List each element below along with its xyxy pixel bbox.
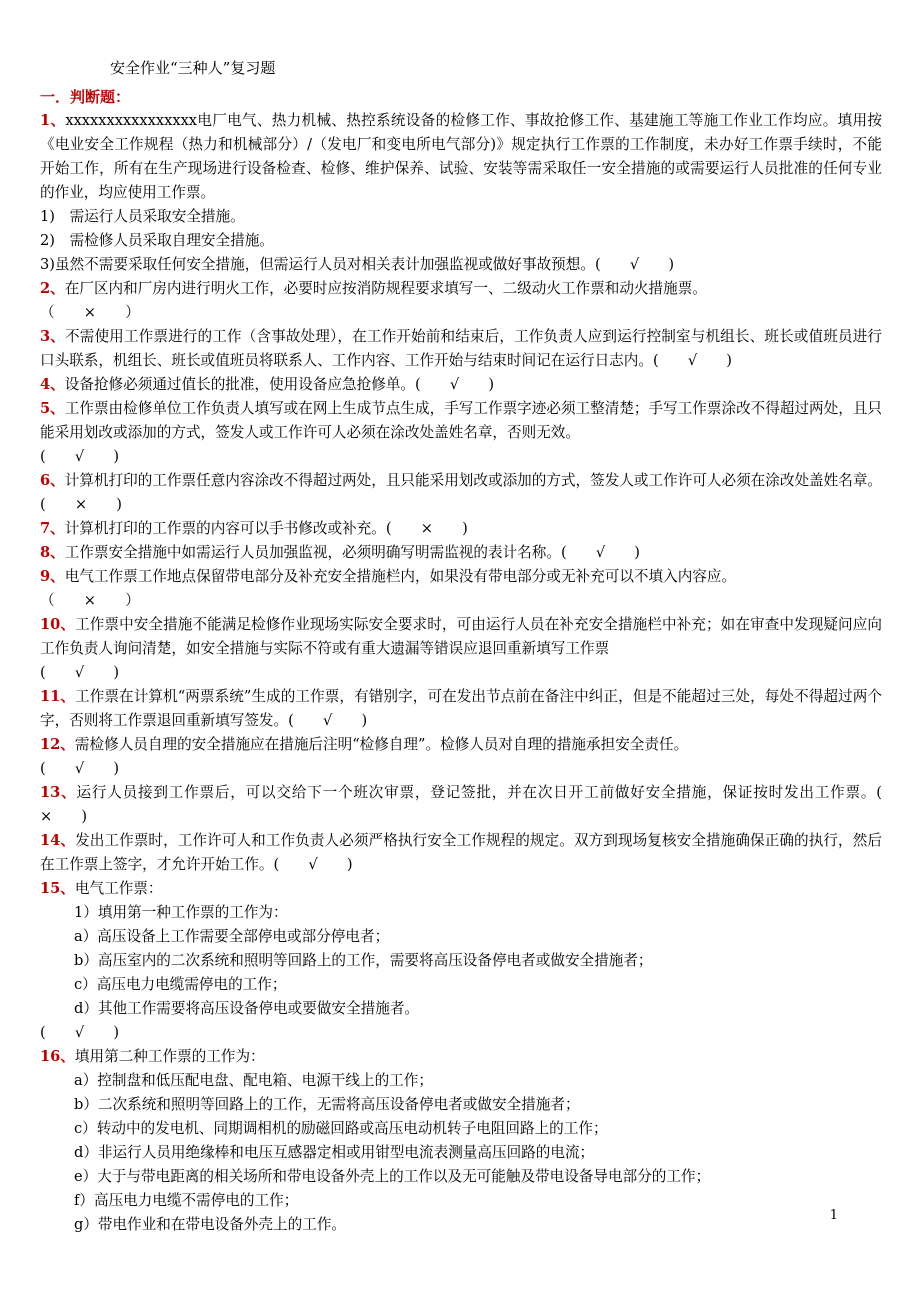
document-page — [40, 56, 912, 1237]
question-text: f）高压电力电缆不需停电的工作； — [74, 1192, 299, 1209]
page-number: 1 — [829, 1208, 838, 1223]
question-text: a）高压设备上工作需要全部停电或部分停电者； — [74, 928, 390, 945]
question-text: d）其他工作需要将高压设备停电或要做安全措施者。 — [74, 1000, 420, 1017]
question-text: ( √ ) — [40, 760, 120, 777]
question-line — [40, 301, 882, 325]
question-text: xxxxxxxxxxxxxxxx电厂电气、热力机械、热控系统设备的检修工作、事故抢修工作、基建施工等施工作业工作均应。填用按《电业安全工作规程（热力和机械部分）/（发电厂和变电所电气部分)》规定执行工作票的工作制度，未办好工作票手续时，不能开始工作，所有在生产现场进行设备检查、检修、维护保养、试验、安装等需采取任一安全措施的或需要运行人员批准的任何专业的作业，均应使用工作票。 — [40, 112, 882, 201]
question-text: b）二次系统和照明等回路上的工作，无需将高压设备停电者或做安全措施者； — [74, 1096, 580, 1113]
question-number: 9、 — [40, 568, 65, 585]
question-line — [40, 565, 882, 589]
question-line — [40, 877, 882, 901]
question-number: 15、 — [40, 880, 75, 897]
question-line — [40, 469, 882, 517]
question-text: b）高压室内的二次系统和照明等回路上的工作，需要将高压设备停电者或做安全措施者； — [74, 952, 653, 969]
question-text: c）高压电力电缆需停电的工作； — [74, 976, 287, 993]
question-number: 3、 — [40, 328, 66, 345]
question-text: ( √ ) — [40, 664, 120, 681]
question-text: ( √ ) — [40, 448, 120, 465]
question-line — [40, 1141, 882, 1165]
section-heading: 一．判断题： — [40, 88, 131, 106]
question-list — [40, 109, 912, 1237]
question-text: （ × ） — [40, 304, 140, 321]
question-line — [40, 277, 882, 301]
question-line — [40, 829, 882, 877]
question-line — [40, 1165, 882, 1189]
question-line — [40, 229, 882, 253]
question-number: 14、 — [40, 832, 76, 849]
question-line — [40, 253, 882, 277]
question-line — [40, 949, 882, 973]
question-text: （ × ） — [40, 592, 140, 609]
question-line — [40, 205, 882, 229]
question-line — [40, 733, 882, 757]
question-line — [40, 517, 882, 541]
question-line — [40, 589, 882, 613]
question-line — [40, 757, 882, 781]
question-line — [40, 1093, 882, 1117]
question-number: 11、 — [40, 688, 76, 705]
question-text: 工作票中安全措施不能满足检修作业现场实际安全要求时，可由运行人员在补充安全措施栏中补充；如在审查中发现疑问应向工作负责人询问清楚，如安全措施与实际不符或有重大遗漏等错误应退回重新填写工作票 — [40, 616, 882, 657]
question-line — [40, 925, 882, 949]
question-line — [40, 1213, 882, 1237]
question-line — [40, 613, 882, 661]
question-number: 1、 — [40, 112, 66, 129]
question-text: 电气工作票： — [74, 880, 163, 897]
question-number: 13、 — [40, 784, 77, 801]
question-number: 7、 — [40, 520, 65, 537]
question-number: 10、 — [40, 616, 76, 633]
question-text: 运行人员接到工作票后，可以交给下一个班次审票，登记签批，并在次日开工前做好安全措施，保证按时发出工作票。( × ) — [40, 784, 912, 825]
question-line — [40, 1069, 882, 1093]
question-text: 计算机打印的工作票的内容可以手书修改或补充。( × ) — [64, 520, 468, 537]
question-text: 1) 需运行人员采取安全措施。 — [40, 208, 245, 225]
question-text: 发出工作票时，工作许可人和工作负责人必须严格执行安全工作规程的规定。双方到现场复核安全措施确保正确的执行，然后在工作票上签字，才允许开始工作。( √ ) — [40, 832, 882, 873]
question-text: 3)虽然不需要采取任何安全措施，但需运行人员对相关表计加强监视或做好事故预想。( √ ) — [40, 256, 675, 273]
question-line — [40, 661, 882, 685]
question-line — [40, 373, 882, 397]
question-text: 填用第二种工作票的工作为： — [74, 1048, 265, 1065]
question-line — [40, 1045, 882, 1069]
question-line — [40, 1021, 882, 1045]
question-line — [40, 325, 882, 373]
question-number: 8、 — [40, 544, 65, 561]
question-text: 工作票在计算机“两票系统”生成的工作票，有错别字，可在发出节点前在备注中纠正，但是不能超过三处，每处不得超过两个字，否则将工作票退回重新填写签发。( √ ) — [40, 688, 882, 729]
question-text: g）带电作业和在带电设备外壳上的工作。 — [74, 1216, 347, 1233]
question-number: 12、 — [40, 736, 75, 753]
question-line — [40, 1117, 882, 1141]
question-text: ( √ ) — [40, 1024, 120, 1041]
question-text: 计算机打印的工作票任意内容涂改不得超过两处，且只能采用划改或添加的方式，签发人或工作许可人必须在涂改处盖姓名章。( × ) — [40, 472, 883, 513]
question-line — [40, 109, 882, 205]
document-title: 安全作业“三种人”复习题 — [110, 59, 276, 77]
question-text: 1）填用第一种工作票的工作为： — [74, 904, 288, 921]
question-line — [40, 997, 882, 1021]
question-line — [40, 541, 882, 565]
question-text: c）转动中的发电机、同期调相机的励磁回路或高压电动机转子电阻回路上的工作； — [74, 1120, 608, 1137]
question-number: 4、 — [40, 376, 65, 393]
question-line — [40, 685, 882, 733]
question-text: 需检修人员自理的安全措施应在措施后注明“检修自理”。检修人员对自理的措施承担安全责任。 — [74, 736, 689, 753]
question-text: 电气工作票工作地点保留带电部分及补充安全措施栏内，如果没有带电部分或无补充可以不填入内容应。 — [64, 568, 737, 585]
question-line — [40, 445, 882, 469]
question-line — [40, 397, 882, 445]
question-text: e）大于与带电距离的相关场所和带电设备外壳上的工作以及无可能触及带电设备导电部分的工作； — [74, 1168, 711, 1185]
question-number: 5、 — [40, 400, 65, 417]
question-number: 6、 — [40, 472, 65, 489]
question-line — [40, 973, 882, 997]
question-text: 2) 需检修人员采取自理安全措施。 — [40, 232, 274, 249]
question-text: 工作票由检修单位工作负责人填写或在网上生成节点生成，手写工作票字迹必须工整清楚；手写工作票涂改不得超过两处，且只能采用划改或添加的方式，签发人或工作许可人必须在涂改处盖姓名章，否则无效。 — [40, 400, 883, 441]
question-line — [40, 901, 882, 925]
question-text: a）控制盘和低压配电盘、配电箱、电源干线上的工作； — [74, 1072, 433, 1089]
question-text: d）非运行人员用绝缘棒和电压互感器定相或用钳型电流表测量高压回路的电流； — [74, 1144, 595, 1161]
question-line — [40, 1189, 882, 1213]
question-number: 16、 — [40, 1048, 75, 1065]
question-text: 工作票安全措施中如需运行人员加强监视，必须明确写明需监视的表计名称。( √ ) — [64, 544, 641, 561]
question-text: 不需使用工作票进行的工作（含事故处理），在工作开始前和结束后，工作负责人应到运行控制室与机组长、班长或值班员进行口头联系，机组长、班长或值班员将联系人、工作内容、工作开始与结束时间记在运行日志内。( √ ) — [40, 328, 882, 369]
question-text: 在厂区内和厂房内进行明火工作，必要时应按消防规程要求填写一、二级动火工作票和动火措施票。 — [64, 280, 707, 297]
question-line — [40, 781, 912, 829]
question-text: 设备抢修必须通过值长的批准，使用设备应急抢修单。( √ ) — [64, 376, 495, 393]
question-number: 2、 — [40, 280, 65, 297]
